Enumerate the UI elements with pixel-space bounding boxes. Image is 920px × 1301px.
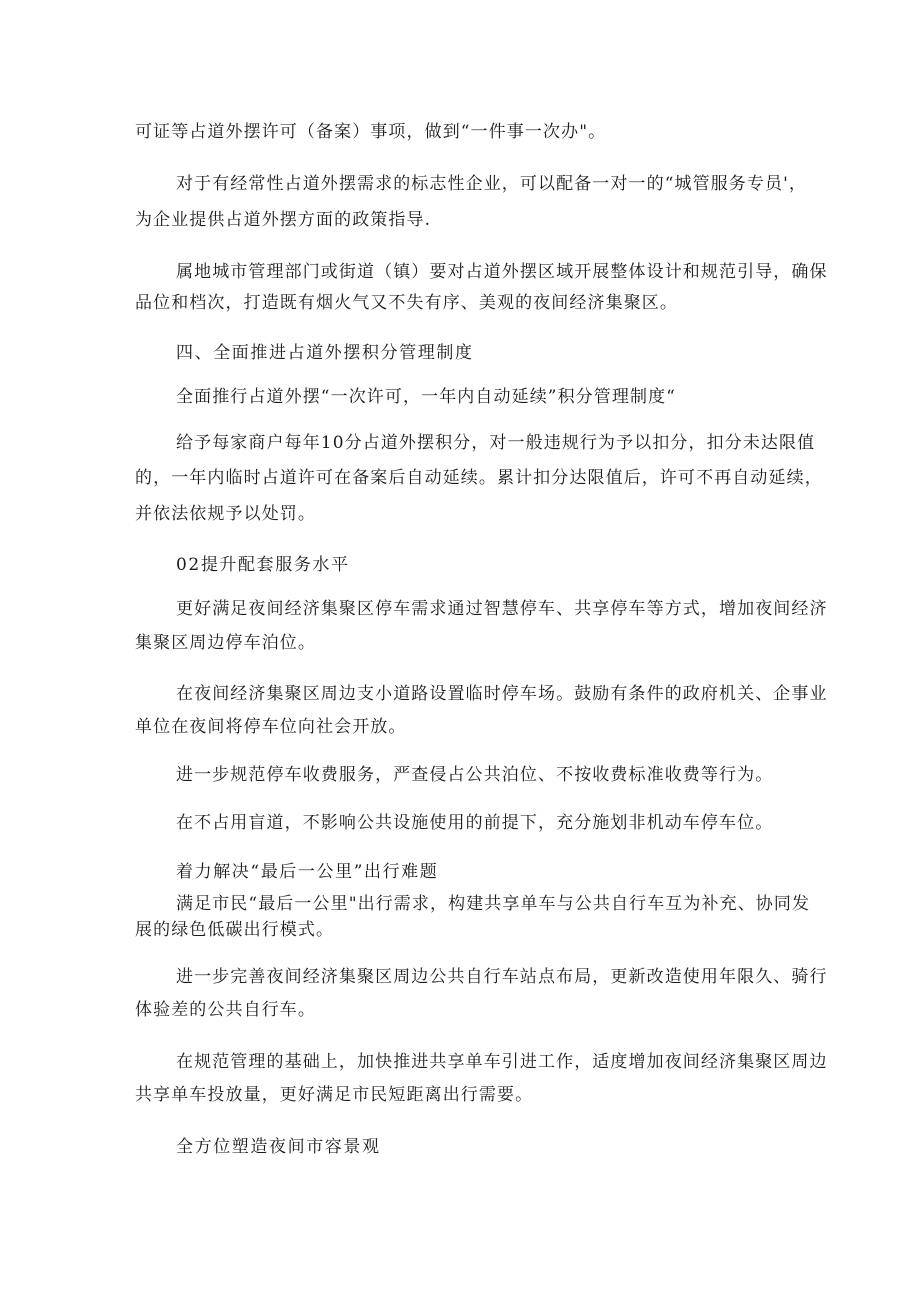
- text-line: 属地城市管理部门或街道（镇）要对占道外摆区域开展整体设计和规范引导，确保: [176, 262, 828, 282]
- text-line: 可证等占道外摆许可（备案）事项，做到“一件事一次办"。: [135, 122, 607, 142]
- text-line: 在规范管理的基础上，加快推进共享单车引进工作，适度增加夜间经济集聚区周边: [176, 1052, 828, 1072]
- text-line: 更好满足夜间经济集聚区停车需求通过智慧停车、共享停车等方式，增加夜间经济: [176, 599, 828, 619]
- section-heading: 四、全面推进占道外摆积分管理制度: [176, 343, 474, 363]
- text-line: 单位在夜间将停车位向社会开放。: [135, 717, 407, 737]
- text-line: 品位和档次，打造既有烟火气又不失有序、美观的夜间经济集聚区。: [135, 293, 678, 313]
- text-line: 的，一年内临时占道许可在备案后自动延续。累计扣分达限值后，许可不再自动延续，: [135, 468, 823, 488]
- text-line: 在不占用盲道，不影响公共设施使用的前提下，充分施划非机动车停车位。: [176, 813, 774, 833]
- text-line: 给予每家商户每年10分占道外摆积分，对一般违规行为予以扣分，扣分未达限值: [176, 433, 816, 453]
- text-line: 集聚区周边停车泊位。: [135, 633, 316, 653]
- text-line: 满足市民“最后一公里"出行需求，构建共享单车与公共自行车互为补充、协同发: [176, 894, 811, 914]
- section-heading: 全方位塑造夜间市容景观: [176, 1137, 381, 1157]
- text-line: 对于有经常性占道外摆需求的标志性企业，可以配备一对一的“城管服务专员'，: [176, 174, 807, 194]
- text-line: 进一步规范停车收费服务，严查侵占公共泊位、不按收费标准收费等行为。: [176, 765, 774, 785]
- section-heading: 着力解决“最后一公里”出行难题: [176, 862, 439, 882]
- text-line: 体验差的公共自行车。: [135, 1000, 316, 1020]
- text-line: 展的绿色低碳出行模式。: [135, 920, 335, 940]
- text-line: 在夜间经济集聚区周边支小道路设置临时停车场。鼓励有条件的政府机关、企事业: [176, 684, 828, 704]
- section-heading: 02提升配套服务水平: [176, 555, 350, 575]
- text-line: 为企业提供占道外摆方面的政策指导.: [135, 210, 432, 230]
- text-line: 并依法依规予以处罚。: [135, 504, 316, 524]
- text-line: 共享单车投放量，更好满足市民短距离出行需要。: [135, 1085, 534, 1105]
- text-line: 进一步完善夜间经济集聚区周边公共自行车站点布局，更新改造使用年限久、骑行: [176, 967, 828, 987]
- text-line: 全面推行占道外摆“一次许可，一年内自动延续”积分管理制度“: [176, 387, 676, 407]
